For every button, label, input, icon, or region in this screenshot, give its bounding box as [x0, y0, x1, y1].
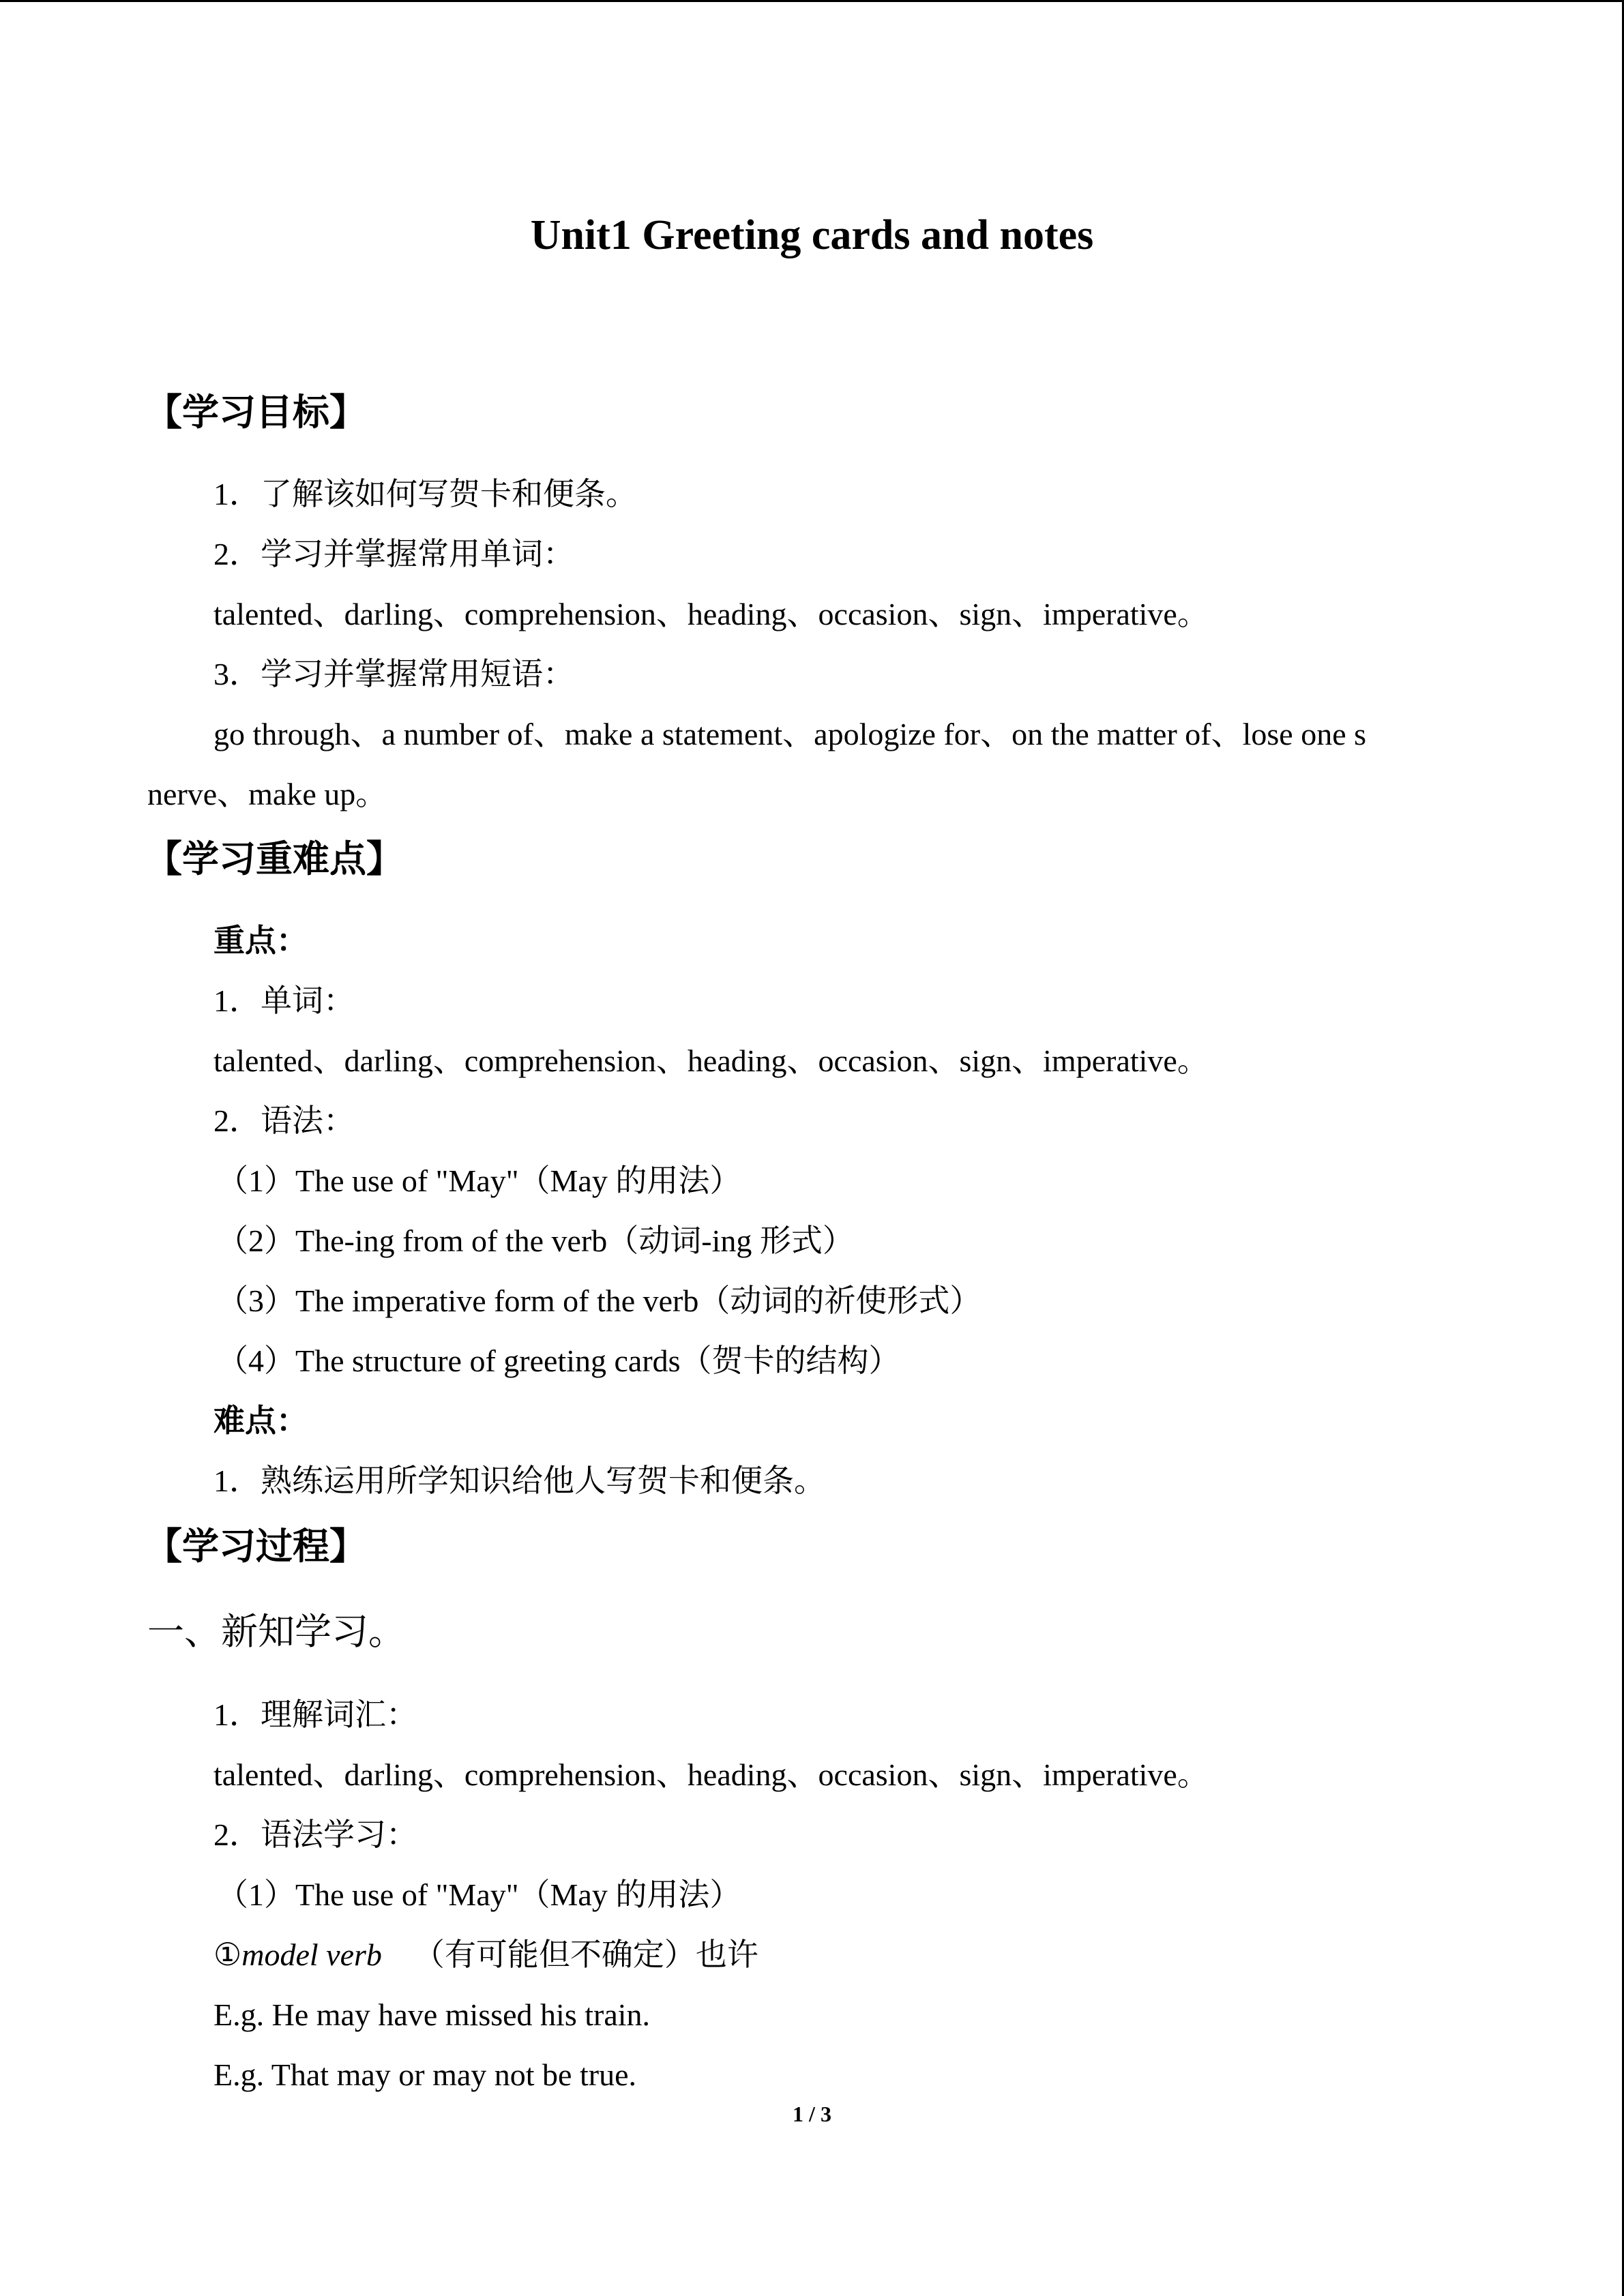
objective-words: talented、darling、comprehension、heading、occasion、sign、imperative。 [213, 597, 1209, 631]
difficult-label: 难点： [213, 1403, 308, 1438]
process-words: talented、darling、comprehension、heading、occasion、sign、imperative。 [213, 1757, 1209, 1792]
section-new-knowledge: 一、新知学习。 [147, 1611, 405, 1652]
objective-phrases-line-2: nerve、make up。 [147, 777, 387, 811]
grammar-point-4: （4）The structure of greeting cards（贺卡的结构） [217, 1343, 900, 1378]
process-item-1: 1．理解词汇： [213, 1697, 417, 1732]
grammar-point-3: （3）The imperative form of the verb（动词的祈使形式） [217, 1283, 981, 1318]
process-sub-1: （1）The use of "May"（May 的用法） [217, 1877, 741, 1912]
key-words: talented、darling、comprehension、heading、occasion、sign、imperative。 [213, 1043, 1209, 1078]
key-item-1: 1．单词： [213, 983, 355, 1018]
model-verb-meaning: （有可能但不确定）也许 [413, 1937, 758, 1972]
page-number: 1 / 3 [793, 2102, 831, 2126]
model-verb-term: model verb [241, 1937, 382, 1972]
grammar-point-2: （2）The-ing from of the verb（动词-ing 形式） [217, 1223, 854, 1258]
grammar-point-1: （1）The use of "May"（May 的用法） [217, 1163, 741, 1198]
objective-item-3: 3．学习并掌握常用短语： [213, 657, 574, 691]
circled-number: ① [213, 1937, 242, 1972]
objective-item-1: 1．了解该如何写贺卡和便条。 [213, 477, 637, 511]
example-1: E.g. He may have missed his train. [213, 1997, 651, 2032]
page-border-top [0, 0, 1624, 2]
objective-item-2: 2．学习并掌握常用单词： [213, 537, 574, 571]
model-verb-line [213, 1935, 758, 1976]
key-points-heading: 【学习重难点】 [145, 839, 403, 880]
example-2: E.g. That may or may not be true. [213, 2057, 636, 2092]
objectives-heading: 【学习目标】 [145, 392, 366, 433]
process-item-2: 2．语法学习： [213, 1817, 417, 1852]
key-item-2: 2．语法： [213, 1103, 355, 1138]
document-title: Unit1 Greeting cards and notes [530, 212, 1094, 258]
objective-phrases-line-1: go through、a number of、make a statement、apologize for、on the matter of、lose one s [213, 717, 1367, 751]
process-heading: 【学习过程】 [145, 1526, 366, 1567]
key-label: 重点： [213, 923, 308, 958]
difficult-item: 1．熟练运用所学知识给他人写贺卡和便条。 [213, 1463, 825, 1498]
